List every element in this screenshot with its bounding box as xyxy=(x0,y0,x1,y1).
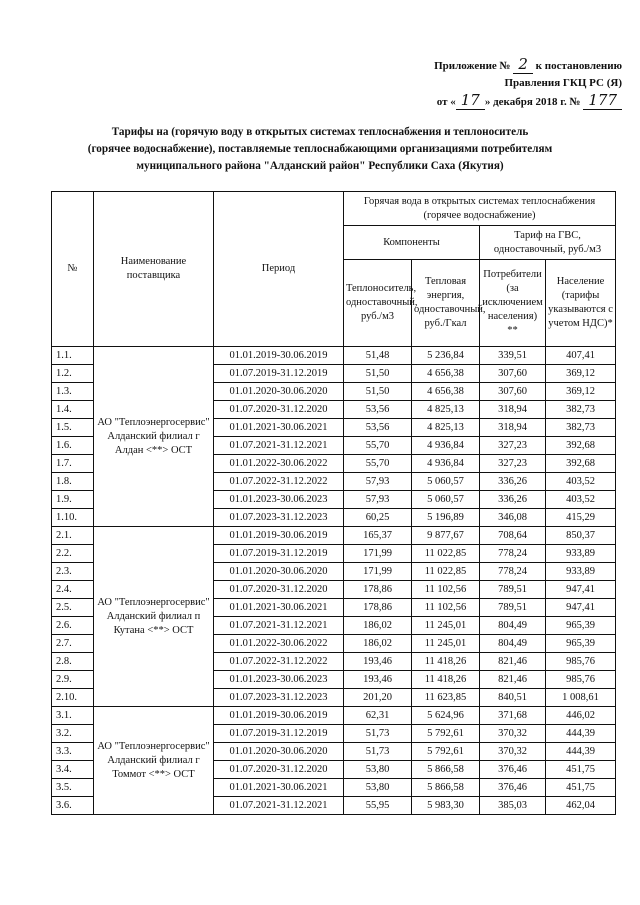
energy-cell: 4 656,38 xyxy=(412,365,480,383)
table-header xyxy=(52,192,616,347)
carrier-cell: 55,70 xyxy=(344,437,412,455)
period-cell: 01.07.2020-31.12.2020 xyxy=(214,761,344,779)
num-cell: 2.4. xyxy=(52,581,94,599)
consumers-cell: 339,51 xyxy=(480,347,546,365)
population-cell: 947,41 xyxy=(546,581,616,599)
period-cell: 01.07.2021-31.12.2021 xyxy=(214,797,344,815)
population-cell: 392,68 xyxy=(546,437,616,455)
date-prefix: от « xyxy=(436,96,456,108)
num-cell: 2.3. xyxy=(52,563,94,581)
carrier-cell: 193,46 xyxy=(344,653,412,671)
energy-cell: 5 196,89 xyxy=(412,509,480,527)
num-cell: 1.6. xyxy=(52,437,94,455)
population-cell: 462,04 xyxy=(546,797,616,815)
energy-cell: 4 936,84 xyxy=(412,455,480,473)
carrier-cell: 51,50 xyxy=(344,383,412,401)
carrier-cell: 51,48 xyxy=(344,347,412,365)
population-cell: 392,68 xyxy=(546,455,616,473)
period-cell: 01.07.2019-31.12.2019 xyxy=(214,545,344,563)
population-cell: 369,12 xyxy=(546,383,616,401)
date-middle: » декабря 2018 г. № xyxy=(484,96,581,108)
consumers-cell: 370,32 xyxy=(480,725,546,743)
population-cell: 451,75 xyxy=(546,779,616,797)
table-body xyxy=(52,347,616,815)
energy-cell: 11 102,56 xyxy=(412,599,480,617)
carrier-cell: 178,86 xyxy=(344,599,412,617)
carrier-cell: 186,02 xyxy=(344,635,412,653)
consumers-cell: 840,51 xyxy=(480,689,546,707)
num-cell: 2.1. xyxy=(52,527,94,545)
num-cell: 1.2. xyxy=(52,365,94,383)
period-cell: 01.01.2023-30.06.2023 xyxy=(214,671,344,689)
carrier-cell: 53,80 xyxy=(344,779,412,797)
consumers-cell: 804,49 xyxy=(480,635,546,653)
population-cell: 446,02 xyxy=(546,707,616,725)
population-cell: 382,73 xyxy=(546,401,616,419)
appendix-ref: к постановлению xyxy=(535,60,622,72)
supplier-cell: АО "Теплоэнергосервис" Алданский филиал г Алдан <**> ОСТ xyxy=(94,347,214,527)
carrier-cell: 171,99 xyxy=(344,563,412,581)
period-cell: 01.01.2019-30.06.2019 xyxy=(214,707,344,725)
num-cell: 2.2. xyxy=(52,545,94,563)
num-cell: 3.1. xyxy=(52,707,94,725)
population-cell: 933,89 xyxy=(546,545,616,563)
energy-cell: 5 236,84 xyxy=(412,347,480,365)
title-line-1: Тарифы на (горячую воду в открытых системах теплоснабжения и теплоноситель xyxy=(111,126,529,138)
consumers-cell: 327,23 xyxy=(480,437,546,455)
period-cell: 01.01.2021-30.06.2021 xyxy=(214,419,344,437)
energy-cell: 5 060,57 xyxy=(412,491,480,509)
consumers-cell: 821,46 xyxy=(480,653,546,671)
tariff-table xyxy=(51,191,616,815)
energy-cell: 4 656,38 xyxy=(412,383,480,401)
population-cell: 985,76 xyxy=(546,671,616,689)
header-consumers: Потребители (за исключением населения) ** xyxy=(480,260,546,347)
energy-cell: 11 418,26 xyxy=(412,671,480,689)
table-row xyxy=(52,707,616,725)
carrier-cell: 165,37 xyxy=(344,527,412,545)
energy-cell: 5 792,61 xyxy=(412,725,480,743)
population-cell: 965,39 xyxy=(546,617,616,635)
energy-cell: 11 245,01 xyxy=(412,635,480,653)
header-tariff: Тариф на ГВС, одноставочный, руб./м3 xyxy=(480,226,616,260)
header-num: № xyxy=(52,192,94,347)
num-cell: 3.2. xyxy=(52,725,94,743)
num-cell: 2.5. xyxy=(52,599,94,617)
table-row xyxy=(52,347,616,365)
num-cell: 2.6. xyxy=(52,617,94,635)
num-cell: 1.4. xyxy=(52,401,94,419)
energy-cell: 11 418,26 xyxy=(412,653,480,671)
period-cell: 01.07.2020-31.12.2020 xyxy=(214,581,344,599)
consumers-cell: 789,51 xyxy=(480,599,546,617)
period-cell: 01.01.2022-30.06.2022 xyxy=(214,455,344,473)
consumers-cell: 804,49 xyxy=(480,617,546,635)
period-cell: 01.01.2020-30.06.2020 xyxy=(214,743,344,761)
num-cell: 2.7. xyxy=(52,635,94,653)
consumers-cell: 371,68 xyxy=(480,707,546,725)
consumers-cell: 336,26 xyxy=(480,473,546,491)
population-cell: 369,12 xyxy=(546,365,616,383)
carrier-cell: 186,02 xyxy=(344,617,412,635)
consumers-cell: 376,46 xyxy=(480,779,546,797)
consumers-cell: 327,23 xyxy=(480,455,546,473)
document-title xyxy=(40,124,600,175)
appendix-line-3 xyxy=(262,92,622,111)
consumers-cell: 336,26 xyxy=(480,491,546,509)
consumers-cell: 307,60 xyxy=(480,365,546,383)
population-cell: 1 008,61 xyxy=(546,689,616,707)
carrier-cell: 171,99 xyxy=(344,545,412,563)
carrier-cell: 51,50 xyxy=(344,365,412,383)
consumers-cell: 385,03 xyxy=(480,797,546,815)
header-population: Население (тарифы указываются с учетом НДС)* xyxy=(546,260,616,347)
carrier-cell: 51,73 xyxy=(344,725,412,743)
carrier-cell: 60,25 xyxy=(344,509,412,527)
header-components: Компоненты xyxy=(344,226,480,260)
energy-cell: 11 245,01 xyxy=(412,617,480,635)
appendix-header xyxy=(262,56,622,111)
period-cell: 01.01.2021-30.06.2021 xyxy=(214,779,344,797)
carrier-cell: 55,95 xyxy=(344,797,412,815)
energy-cell: 5 983,30 xyxy=(412,797,480,815)
carrier-cell: 62,31 xyxy=(344,707,412,725)
date-day: 17 xyxy=(456,91,485,110)
population-cell: 403,52 xyxy=(546,491,616,509)
num-cell: 1.3. xyxy=(52,383,94,401)
appendix-line-2: Правления ГКЦ РС (Я) xyxy=(504,77,622,89)
carrier-cell: 55,70 xyxy=(344,455,412,473)
carrier-cell: 57,93 xyxy=(344,491,412,509)
population-cell: 444,39 xyxy=(546,743,616,761)
table-row xyxy=(52,527,616,545)
energy-cell: 4 825,13 xyxy=(412,401,480,419)
carrier-cell: 57,93 xyxy=(344,473,412,491)
period-cell: 01.07.2020-31.12.2020 xyxy=(214,401,344,419)
energy-cell: 9 877,67 xyxy=(412,527,480,545)
num-cell: 1.8. xyxy=(52,473,94,491)
energy-cell: 11 022,85 xyxy=(412,563,480,581)
num-cell: 3.4. xyxy=(52,761,94,779)
carrier-cell: 51,73 xyxy=(344,743,412,761)
header-hot-water: Горячая вода в открытых системах теплоснабжения (горячее водоснабжение) xyxy=(344,192,616,226)
period-cell: 01.01.2020-30.06.2020 xyxy=(214,563,344,581)
period-cell: 01.07.2019-31.12.2019 xyxy=(214,725,344,743)
header-carrier: Теплоноситель, одноставочный, руб./м3 xyxy=(344,260,412,347)
population-cell: 965,39 xyxy=(546,635,616,653)
num-cell: 1.7. xyxy=(52,455,94,473)
period-cell: 01.07.2022-31.12.2022 xyxy=(214,473,344,491)
header-supplier: Наименование поставщика xyxy=(94,192,214,347)
title-line-3: муниципального района "Алданский район" Республики Саха (Якутия) xyxy=(136,160,504,172)
consumers-cell: 789,51 xyxy=(480,581,546,599)
period-cell: 01.01.2021-30.06.2021 xyxy=(214,599,344,617)
period-cell: 01.01.2019-30.06.2019 xyxy=(214,347,344,365)
consumers-cell: 778,24 xyxy=(480,545,546,563)
energy-cell: 5 866,58 xyxy=(412,779,480,797)
energy-cell: 5 624,96 xyxy=(412,707,480,725)
consumers-cell: 778,24 xyxy=(480,563,546,581)
period-cell: 01.07.2023-31.12.2023 xyxy=(214,509,344,527)
period-cell: 01.07.2019-31.12.2019 xyxy=(214,365,344,383)
consumers-cell: 821,46 xyxy=(480,671,546,689)
consumers-cell: 318,94 xyxy=(480,419,546,437)
population-cell: 947,41 xyxy=(546,599,616,617)
period-cell: 01.01.2019-30.06.2019 xyxy=(214,527,344,545)
period-cell: 01.07.2021-31.12.2021 xyxy=(214,617,344,635)
carrier-cell: 53,80 xyxy=(344,761,412,779)
consumers-cell: 346,08 xyxy=(480,509,546,527)
population-cell: 444,39 xyxy=(546,725,616,743)
appendix-number: 2 xyxy=(513,55,533,74)
consumers-cell: 370,32 xyxy=(480,743,546,761)
num-cell: 3.5. xyxy=(52,779,94,797)
population-cell: 415,29 xyxy=(546,509,616,527)
num-cell: 1.10. xyxy=(52,509,94,527)
population-cell: 407,41 xyxy=(546,347,616,365)
num-cell: 3.6. xyxy=(52,797,94,815)
supplier-cell: АО "Теплоэнергосервис" Алданский филиал г Томмот <**> ОСТ xyxy=(94,707,214,815)
num-cell: 2.8. xyxy=(52,653,94,671)
consumers-cell: 318,94 xyxy=(480,401,546,419)
period-cell: 01.01.2020-30.06.2020 xyxy=(214,383,344,401)
energy-cell: 5 060,57 xyxy=(412,473,480,491)
appendix-line-1 xyxy=(262,56,622,75)
carrier-cell: 193,46 xyxy=(344,671,412,689)
num-cell: 2.10. xyxy=(52,689,94,707)
energy-cell: 11 102,56 xyxy=(412,581,480,599)
num-cell: 2.9. xyxy=(52,671,94,689)
resolution-number: 177 xyxy=(583,91,622,110)
energy-cell: 11 623,85 xyxy=(412,689,480,707)
num-cell: 1.1. xyxy=(52,347,94,365)
period-cell: 01.01.2022-30.06.2022 xyxy=(214,635,344,653)
header-period: Период xyxy=(214,192,344,347)
energy-cell: 5 866,58 xyxy=(412,761,480,779)
appendix-label: Приложение № xyxy=(434,60,511,72)
supplier-cell: АО "Теплоэнергосервис" Алданский филиал п Кутана <**> ОСТ xyxy=(94,527,214,707)
energy-cell: 4 825,13 xyxy=(412,419,480,437)
carrier-cell: 53,56 xyxy=(344,419,412,437)
population-cell: 933,89 xyxy=(546,563,616,581)
consumers-cell: 307,60 xyxy=(480,383,546,401)
header-energy: Тепловая энергия, одноставочный, руб./Гкал xyxy=(412,260,480,347)
period-cell: 01.07.2021-31.12.2021 xyxy=(214,437,344,455)
consumers-cell: 708,64 xyxy=(480,527,546,545)
population-cell: 451,75 xyxy=(546,761,616,779)
population-cell: 382,73 xyxy=(546,419,616,437)
carrier-cell: 201,20 xyxy=(344,689,412,707)
num-cell: 3.3. xyxy=(52,743,94,761)
energy-cell: 5 792,61 xyxy=(412,743,480,761)
energy-cell: 11 022,85 xyxy=(412,545,480,563)
num-cell: 1.9. xyxy=(52,491,94,509)
period-cell: 01.07.2022-31.12.2022 xyxy=(214,653,344,671)
population-cell: 850,37 xyxy=(546,527,616,545)
population-cell: 985,76 xyxy=(546,653,616,671)
consumers-cell: 376,46 xyxy=(480,761,546,779)
num-cell: 1.5. xyxy=(52,419,94,437)
energy-cell: 4 936,84 xyxy=(412,437,480,455)
population-cell: 403,52 xyxy=(546,473,616,491)
period-cell: 01.07.2023-31.12.2023 xyxy=(214,689,344,707)
title-line-2: (горячее водоснабжение), поставляемые теплоснабжающими организациями потребителям xyxy=(87,143,553,155)
period-cell: 01.01.2023-30.06.2023 xyxy=(214,491,344,509)
carrier-cell: 53,56 xyxy=(344,401,412,419)
carrier-cell: 178,86 xyxy=(344,581,412,599)
